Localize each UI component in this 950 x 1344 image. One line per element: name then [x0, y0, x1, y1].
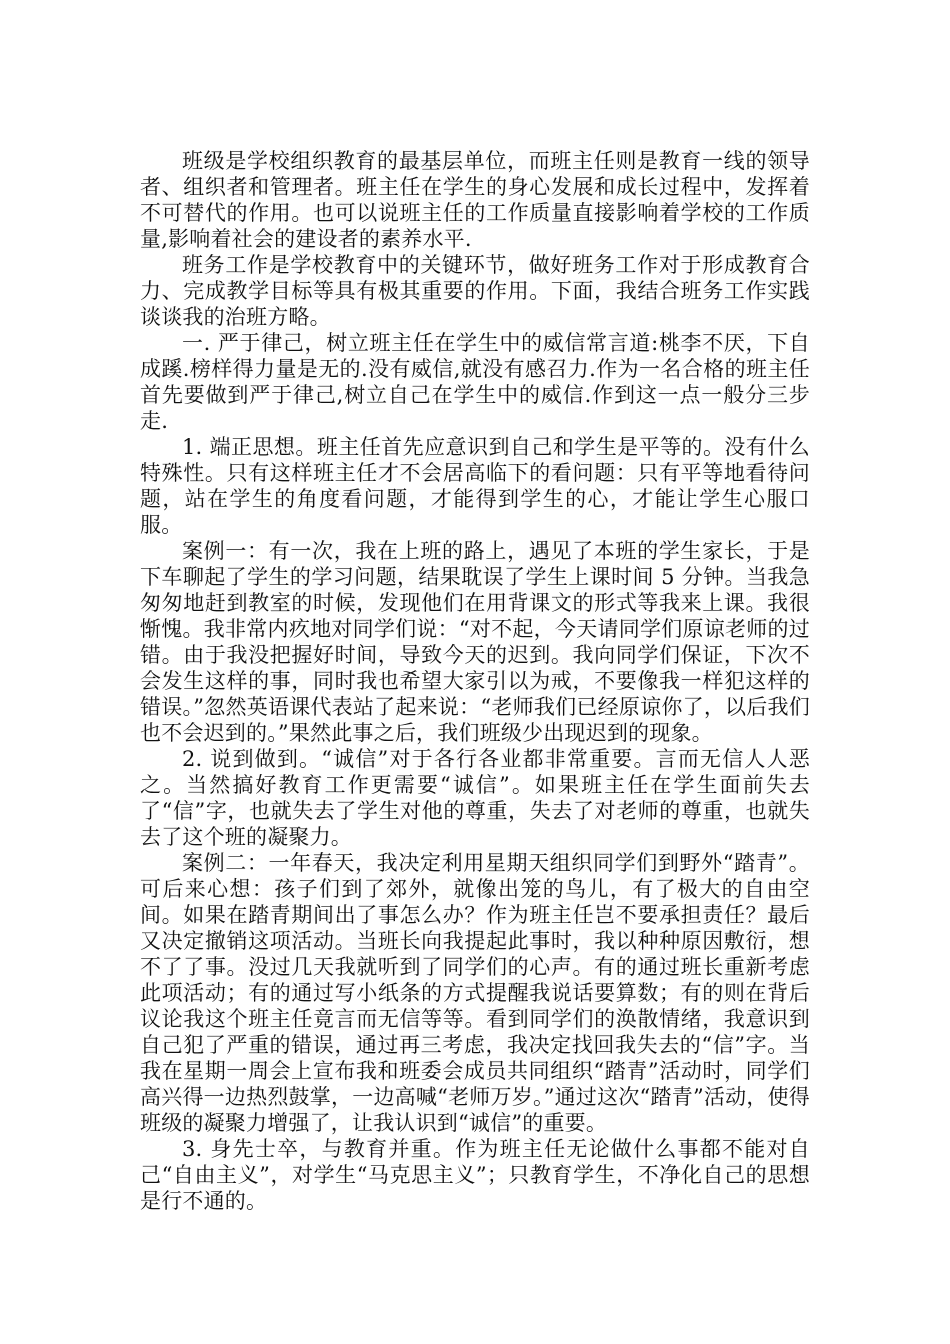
paragraph-class-work: 班务工作是学校教育中的关键环节，做好班务工作对于形成教育合力、完成教学目标等具有极其重要的作用。下面，我结合班务工作实践谈谈我的治班方略。	[140, 253, 810, 329]
document-body	[140, 148, 810, 1214]
paragraph-case-one: 案例一：有一次，我在上班的路上，遇见了本班的学生家长，于是下车聊起了学生的学习问题，结果耽误了学生上课时间 5 分钟。当我急匆匆地赶到教室的时候，发现他们在用背课文的形式等我来上课。我很惭愧。我非常内疚地对同学们说：“对不起，今天请同学们原谅老师的过错。由于我没把握好时间，导致今天的迟到。我向同学们保证，下次不会发生这样的事，同时我也希望大家引以为戒，不要像我一样犯这样的错误。”忽然英语课代表站了起来说：“老师我们已经原谅你了，以后我们也不会迟到的。”果然此事之后，我们班级少出现迟到的现象。	[140, 539, 810, 745]
paragraph-point-three: 3. 身先士卒，与教育并重。作为班主任无论做什么事都不能对自己“自由主义”，对学生“马克思主义”；只教育学生，不净化自己的思想是行不通的。	[140, 1137, 810, 1213]
paragraph-point-one: 1. 端正思想。班主任首先应意识到自己和学生是平等的。没有什么特殊性。只有这样班主任才不会居高临下的看问题：只有平等地看待问题，站在学生的角度看问题，才能得到学生的心，才能让学生心服口服。	[140, 435, 810, 537]
paragraph-case-two: 案例二：一年春天，我决定利用星期天组织同学们到野外“踏青”。可后来心想：孩子们到了郊外，就像出笼的鸟儿，有了极大的自由空间。如果在踏青期间出了事怎么办？作为班主任岂不要承担责任？最后又决定撤销这项活动。当班长向我提起此事时，我以种种原因敷衍，想不了了事。没过几天我就听到了同学们的心声。有的通过班长重新考虑此项活动；有的通过写小纸条的方式提醒我说话要算数；有的则在背后议论我这个班主任竟言而无信等等。看到同学们的涣散情绪，我意识到自己犯了严重的错误，通过再三考虑，我决定找回我失去的“信”字。当我在星期一周会上宣布我和班委会成员共同组织“踏青”活动时，同学们高兴得一边热烈鼓掌，一边高喊“老师万岁。”通过这次“踏青”活动，使得班级的凝聚力增强了，让我认识到“诚信”的重要。	[140, 851, 810, 1135]
paragraph-point-two: 2. 说到做到。“诚信”对于各行各业都非常重要。言而无信人人恶之。当然搞好教育工作更需要“诚信”。如果班主任在学生面前失去了“信”字，也就失去了学生对他的尊重，失去了对老师的尊重，也就失去了这个班的凝聚力。	[140, 747, 810, 849]
paragraph-intro: 班级是学校组织教育的最基层单位，而班主任则是教育一线的领导者、组织者和管理者。班主任在学生的身心发展和成长过程中，发挥着不可替代的作用。也可以说班主任的工作质量直接影响着学校的工作质量,影响着社会的建设者的素养水平.	[140, 149, 810, 251]
paragraph-section-one: 一. 严于律己，树立班主任在学生中的威信常言道:桃李不厌，下自成蹊.榜样得力量是无的.没有威信,就没有感召力.作为一名合格的班主任首先要做到严于律己,树立自己在学生中的威信.作到这一点一般分三步走.	[140, 331, 810, 433]
